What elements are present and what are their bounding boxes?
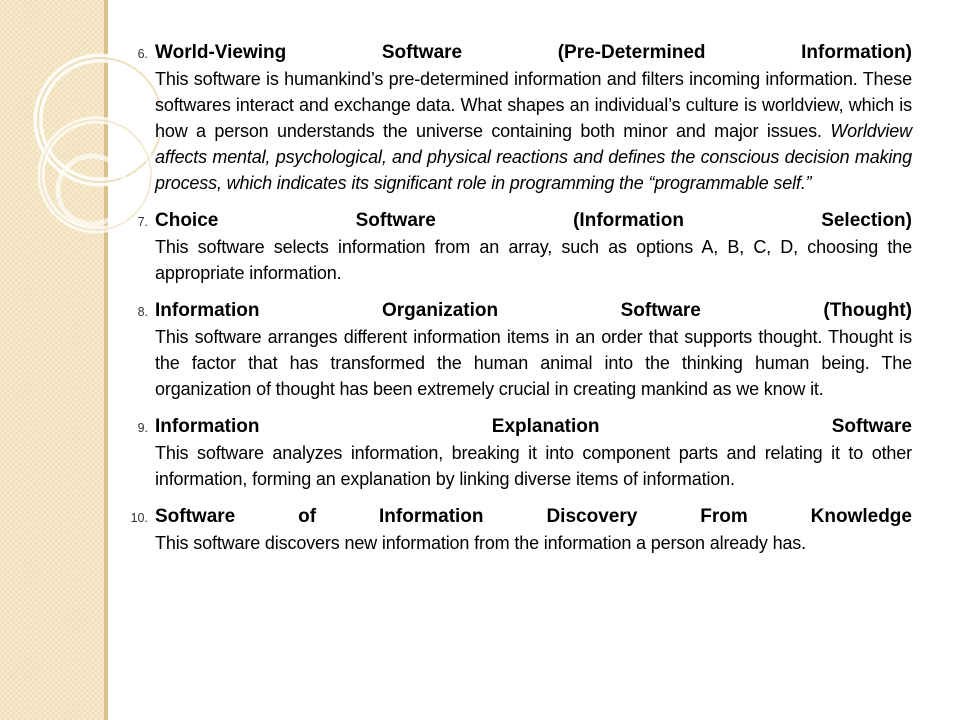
title-word: Knowledge bbox=[810, 506, 912, 527]
item-title bbox=[155, 414, 912, 440]
list-item bbox=[118, 208, 912, 286]
item-title bbox=[155, 298, 912, 324]
list-item bbox=[118, 414, 912, 492]
list-item bbox=[118, 298, 912, 402]
title-word: (Pre-Determined bbox=[557, 42, 706, 63]
list-item bbox=[118, 504, 912, 556]
title-word: Software bbox=[620, 300, 701, 321]
title-word: (Information bbox=[573, 210, 684, 231]
title-word: Organization bbox=[382, 300, 499, 321]
title-word: Information bbox=[155, 416, 260, 437]
item-description: This software arranges different information items in an order that supports thought. Thought is the factor that has transformed the human animal into the thinking human being. The organization of thought has been extremely crucial in creating mankind as we know it. bbox=[155, 327, 912, 399]
title-word: From bbox=[700, 506, 748, 527]
title-word: (Thought) bbox=[823, 300, 912, 321]
item-title bbox=[155, 208, 912, 234]
title-word: Software bbox=[355, 210, 436, 231]
software-list bbox=[118, 40, 912, 568]
item-number: 10. bbox=[130, 511, 148, 525]
title-word: Explanation bbox=[491, 416, 600, 437]
item-number: 9. bbox=[137, 421, 148, 435]
title-word: World-Viewing bbox=[155, 42, 287, 63]
title-word: of bbox=[298, 506, 317, 527]
item-title bbox=[155, 504, 912, 530]
list-item bbox=[118, 40, 912, 196]
title-word: Information) bbox=[801, 42, 912, 63]
item-number: 8. bbox=[137, 305, 148, 319]
title-word: Software bbox=[381, 42, 463, 63]
item-title bbox=[155, 40, 912, 66]
item-description: This software analyzes information, breaking it into component parts and relating it to other information, forming an explanation by linking diverse items of information. bbox=[155, 443, 912, 489]
title-word: Information bbox=[379, 506, 484, 527]
item-number: 7. bbox=[137, 215, 148, 229]
title-word: Information bbox=[155, 300, 260, 321]
title-word: Discovery bbox=[546, 506, 638, 527]
item-description: This software discovers new information from the information a person already has. bbox=[155, 533, 807, 553]
title-word: Software bbox=[831, 416, 912, 437]
title-word: Software bbox=[155, 506, 236, 527]
item-description: This software selects information from an array, such as options A, B, C, D, choosing the appropriate information. bbox=[155, 237, 912, 283]
description-italic: Worldview affects mental, psychological, and physical reactions and defines the conscious decision making process, which indicates its significant role in programming the “programmable self.” bbox=[155, 121, 912, 193]
description-text: This software is humankind’s pre-determined information and filters incoming information. These softwares interact and exchange data. What shapes an individual’s culture is worldview, which is how a person understands the universe containing both minor and major issues. bbox=[155, 69, 912, 141]
title-word: Selection) bbox=[821, 210, 912, 231]
item-number: 6. bbox=[137, 47, 148, 61]
title-word: Choice bbox=[155, 210, 219, 231]
item-description bbox=[155, 66, 912, 196]
